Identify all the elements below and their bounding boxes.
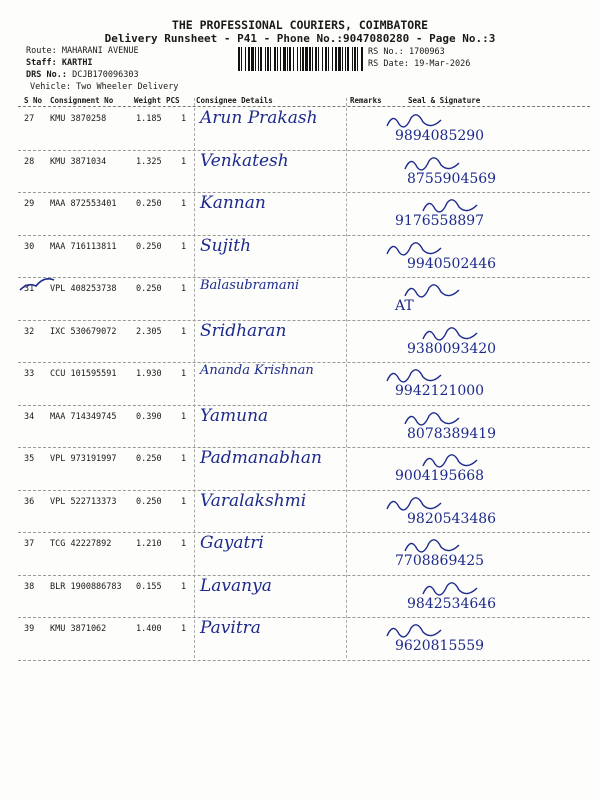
barcode-bar [265,47,266,71]
row-consignment-no: IXC 530679072 [50,326,117,337]
barcode-bar [241,47,242,71]
consignee-name-handwritten: Lavanya [200,575,272,596]
row-sno: 29 [24,199,35,209]
receiver-phone-handwritten: 9176558897 [395,213,485,229]
row-consignment-no: KMU 3871062 [50,624,107,634]
barcode-bar [274,47,276,71]
row-sno: 36 [24,496,35,507]
barcode-bar [332,47,333,71]
receiver-phone-handwritten: 9820543486 [407,510,497,527]
staff-value: KARTHI [61,58,93,68]
route-value: MAHARANI AVENUE [61,46,139,56]
row-consignment-no: CCU 101595591 [50,369,117,379]
row-weight: 1.930 [136,369,162,379]
row-consignment-no: MAA 716113811 [50,241,117,252]
row-sno: 37 [24,539,35,549]
staff-line [26,58,93,68]
row-pcs: 1 [181,284,187,294]
receiver-phone-handwritten: 9894085290 [395,128,485,144]
row-weight: 0.390 [136,411,162,422]
barcode-bar [245,47,246,71]
barcode-bar [287,47,288,71]
receiver-phone-handwritten: 9842534646 [407,595,497,612]
barcode-bar [328,47,329,71]
consignee-name-handwritten: Venkatesh [200,150,289,171]
row-pcs: 1 [181,369,187,379]
table-row [0,151,600,193]
barcode-bar [354,47,356,71]
barcode-bar [322,47,323,71]
barcode-bar [325,47,327,71]
row-consignment-no: KMU 3871034 [50,156,107,167]
vehicle-line [30,82,178,92]
barcode-bar [270,47,271,71]
row-sno: 28 [24,156,35,167]
barcode-bar [260,47,262,71]
row-pcs: 1 [181,114,187,124]
row-consignment-no: VPL 408253738 [50,284,117,294]
consignee-name-handwritten: Varalakshmi [200,490,307,511]
drs-label: DRS No.: [26,70,67,80]
barcode-bar [267,47,269,71]
row-consignment-no: VPL 973191997 [50,454,117,464]
route-label: Route: [26,46,57,56]
barcode-bar [302,47,304,71]
consignee-name-handwritten: Arun Prakash [200,108,318,128]
row-sno: 30 [24,241,35,252]
barcode-bar [289,47,291,71]
row-separator [18,660,590,661]
table-row [0,576,600,618]
col-pcs: PCS [166,96,180,105]
row-sno: 32 [24,326,35,337]
row-weight: 0.250 [136,241,162,252]
row-consignment-no: TCG 42227892 [50,539,112,549]
barcode-bar [248,47,250,71]
rs-date-value: 19-Mar-2026 [414,59,471,69]
col-sno: S No [24,96,43,105]
receiver-phone-handwritten: 9004195668 [395,468,485,484]
route-line [26,46,139,56]
table-row [0,363,600,405]
row-sno: 31 [24,284,35,294]
barcode-bar [342,47,343,71]
col-consignment: Consignment No [50,96,114,105]
barcode-bar [361,47,363,71]
row-pcs: 1 [181,326,187,337]
row-pcs: 1 [181,624,187,634]
consignee-name-handwritten: Balasubramani [200,278,300,293]
consignee-name-handwritten: Sridharan [200,320,287,341]
barcode-graphic [238,47,364,71]
row-weight: 1.400 [136,624,162,634]
staff-label: Staff: [26,58,57,68]
tick-mark-icon [18,272,68,296]
receiver-phone-handwritten: 8755904569 [407,170,497,187]
table-row [0,448,600,490]
row-consignment-no: VPL 522713373 [50,496,117,507]
receiver-phone-handwritten: 9620815559 [395,638,485,654]
row-consignment-no: KMU 3870258 [50,114,107,124]
row-pcs: 1 [181,581,187,592]
row-sno: 27 [24,114,35,124]
consignee-name-handwritten: Ananda Krishnan [200,363,314,378]
consignee-name-handwritten: Pavitra [200,618,261,638]
rs-no-value: 1700963 [408,47,445,57]
row-pcs: 1 [181,454,187,464]
barcode-bar [293,47,294,71]
vehicle-label: Vehicle: [30,82,71,92]
barcode-bar [280,47,281,71]
row-weight: 2.305 [136,326,162,337]
barcode-bar [255,47,256,71]
row-sno: 34 [24,411,35,422]
consignee-name-handwritten: Padmanabhan [200,448,322,468]
runsheet-subtitle: Delivery Runsheet - P41 - Phone No.:9047080280 - Page No.:3 [104,32,496,45]
col-remarks: Remarks [350,96,382,105]
row-weight: 0.250 [136,284,162,294]
col-weight: Weight [134,96,162,105]
barcode-bar [347,47,349,71]
barcode-bar [357,47,358,71]
table-row [0,491,600,533]
row-pcs: 1 [181,199,187,209]
consignee-name-handwritten: Yamuna [200,405,269,426]
row-sno: 33 [24,369,35,379]
row-sno: 39 [24,624,35,634]
company-title: THE PROFESSIONAL COURIERS, COIMBATORE [171,18,429,32]
row-sno: 38 [24,581,35,592]
row-weight: 0.250 [136,454,162,464]
vehicle-value: Two Wheeler Delivery [76,82,179,92]
barcode-bar [315,47,317,71]
table-row [0,321,600,363]
row-weight: 1.210 [136,539,162,549]
drs-value: DCJB170096303 [72,70,139,80]
row-pcs: 1 [181,539,187,549]
receiver-phone-handwritten: 7708869425 [395,553,485,569]
receiver-phone-handwritten: 8078389419 [407,425,497,442]
table-row [0,236,600,278]
col-signature: Seal & Signature [408,96,481,105]
receiver-phone-handwritten: 9940502446 [407,255,497,272]
row-weight: 0.250 [136,496,162,507]
barcode-bar [335,47,337,71]
rs-date-label: RS Date: [368,59,409,69]
header-rule [18,106,590,107]
consignee-name-handwritten: Kannan [200,193,266,213]
barcode-bar [305,47,308,71]
receiver-phone-handwritten: AT [395,298,414,314]
barcode-bar [338,47,341,71]
consignee-name-handwritten: Gayatri [200,533,264,553]
barcode-bar [345,47,346,71]
col-consignee: Consignee Details [196,96,273,105]
row-weight: 1.185 [136,114,162,124]
row-consignment-no: MAA 872553401 [50,199,117,209]
table-row [0,533,600,575]
barcode-bar [309,47,311,71]
row-weight: 0.155 [136,581,162,592]
drs-line [26,70,139,80]
barcode-bar [300,47,301,71]
table-row [0,278,600,320]
receiver-phone-handwritten: 9942121000 [395,383,485,399]
barcode-bar [238,47,240,71]
row-weight: 1.325 [136,156,162,167]
barcode-bar [297,47,298,71]
row-weight: 0.250 [136,199,162,209]
barcode-bar [312,47,313,71]
barcode-bar [258,47,259,71]
consignee-name-handwritten: Sujith [200,235,252,256]
barcode-bar [277,47,278,71]
rs-no-line [368,47,445,57]
row-consignment-no: BLR 1900886783 [50,581,122,592]
table-row [0,193,600,235]
table-row [0,108,600,150]
rs-date-line [368,59,470,69]
barcode-bar [283,47,286,71]
receiver-phone-handwritten: 9380093420 [407,340,497,357]
table-row [0,618,600,660]
barcode-bar [352,47,353,71]
barcode-bar [251,47,254,71]
row-consignment-no: MAA 714349745 [50,411,117,422]
row-pcs: 1 [181,411,187,422]
table-row [0,406,600,448]
barcode-bar [318,47,319,71]
row-pcs: 1 [181,241,187,252]
rs-no-label: RS No.: [368,47,404,57]
row-pcs: 1 [181,496,187,507]
row-pcs: 1 [181,156,187,167]
row-sno: 35 [24,454,35,464]
